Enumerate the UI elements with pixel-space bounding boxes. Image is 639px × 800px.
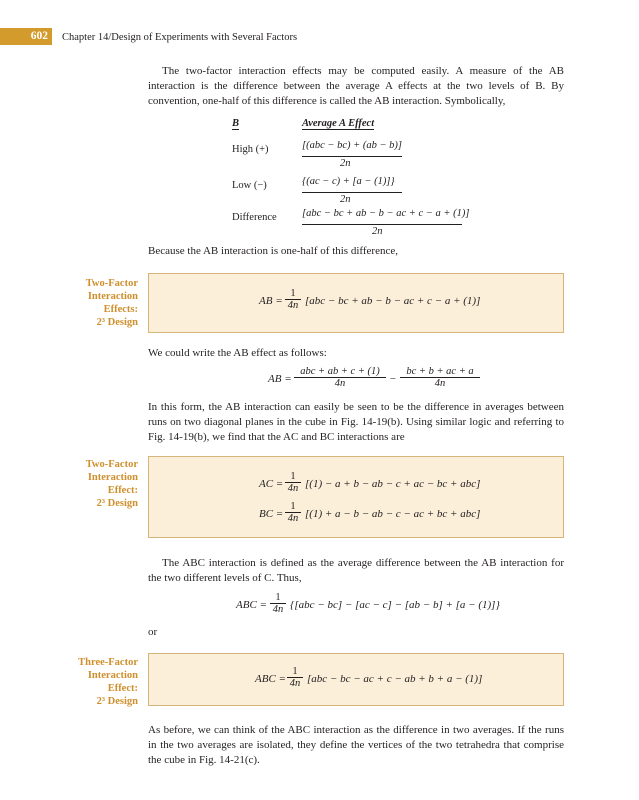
ab-lhs: AB = xyxy=(259,295,283,307)
page-number: 602 xyxy=(0,28,52,45)
abc-box-rhs: [abc − bc − ac + c − ab + b + a − (1)] xyxy=(307,673,483,685)
chapter-title: Chapter 14/Design of Experiments with Several Factors xyxy=(62,32,298,43)
ab-rhs: [abc − bc + ab − b − ac + c − a + (1)] xyxy=(305,295,481,307)
intro-paragraph: The two-factor interaction effects may be computed easily. A measure of the AB interaction is the difference between the average A effects at the two levels of B. By convention, one-half of this difference is called the AB interaction. Symbolically, xyxy=(148,65,564,107)
definition-box-ab xyxy=(148,273,564,333)
bc-lhs: BC = xyxy=(259,508,284,520)
ab-alt-fraction-2: bc + b + ac + a 4n xyxy=(400,366,480,389)
table-row-numerator: [abc − bc + ab − b − ac + c − a + (1)] xyxy=(302,208,470,219)
table-row-label: Difference xyxy=(232,212,277,223)
because-text: Because the AB interaction is one-half of this difference, xyxy=(148,245,398,257)
or-text: or xyxy=(148,626,158,638)
abc-rhs: {[abc − bc] − [ac − c] − [ab − b] + [a − (1)]} xyxy=(290,599,500,611)
table-row-label: High (+) xyxy=(232,144,269,155)
bc-rhs: [(1) + a − b − ab − c − ac + bc + abc] xyxy=(305,508,481,520)
table-row-denominator: 2n xyxy=(372,226,383,237)
abc-paragraph: The ABC interaction is defined as the average difference between the AB interaction for the two different levels of C. Thus, xyxy=(148,557,564,584)
abc-box-lhs: ABC = xyxy=(255,673,286,685)
table-col1-header: B xyxy=(232,118,240,129)
fraction-bar xyxy=(302,192,402,193)
ac-lhs: AC = xyxy=(259,478,284,490)
ac-coefficient: 1 4n xyxy=(285,471,301,494)
ab-alt-lhs: AB = xyxy=(268,373,292,385)
definition-box-abc xyxy=(148,653,564,706)
form-paragraph: In this form, the AB interaction can easily be seen to be the difference in averages between runs on two diagonal planes in the cube in Fig. 14-19(b). Using similar logic and referring to Fig. 14-19(b), we find that the AC and BC interactions are xyxy=(148,401,564,443)
final-paragraph: As before, we can think of the ABC interaction as the difference in two averages. If the runs in the two averages are isolated, they define the vertices of the two tetrahedra that comprise the cube in Fig. 14-21(c). xyxy=(148,724,564,766)
ab-alt-fraction-1: abc + ab + c + (1) 4n xyxy=(294,366,386,389)
definition-box-ac-bc xyxy=(148,456,564,538)
bc-coefficient: 1 4n xyxy=(285,501,301,524)
ac-rhs: [(1) − a + b − ab − c + ac − bc + abc] xyxy=(305,478,481,490)
table-row-numerator: {(ac − c) + [a − (1)]} xyxy=(302,176,395,187)
side-label-two-factor-effect: Two-Factor Interaction Effect: 2³ Design xyxy=(85,459,138,509)
side-label-three-factor-effect: Three-Factor Interaction Effect: 2³ Design xyxy=(78,657,138,707)
table-row-label: Low (−) xyxy=(232,180,267,191)
table-row-numerator: [(abc − bc) + (ab − b)] xyxy=(302,140,402,151)
ab-alt-minus: − xyxy=(389,373,397,385)
abc-box-coefficient: 1 4n xyxy=(287,666,303,689)
could-write-text: We could write the AB effect as follows: xyxy=(148,347,327,359)
side-label-two-factor-effects: Two-Factor Interaction Effects: 2³ Design xyxy=(85,278,138,328)
fraction-bar xyxy=(302,224,462,225)
abc-lhs: ABC = xyxy=(236,599,267,611)
ab-coefficient: 1 4n xyxy=(285,288,301,311)
table-row-denominator: 2n xyxy=(340,158,351,169)
fraction-bar xyxy=(302,156,402,157)
table-col2-header: Average A Effect xyxy=(302,118,375,129)
abc-coefficient: 1 4n xyxy=(270,592,286,615)
table-row-denominator: 2n xyxy=(340,194,351,205)
